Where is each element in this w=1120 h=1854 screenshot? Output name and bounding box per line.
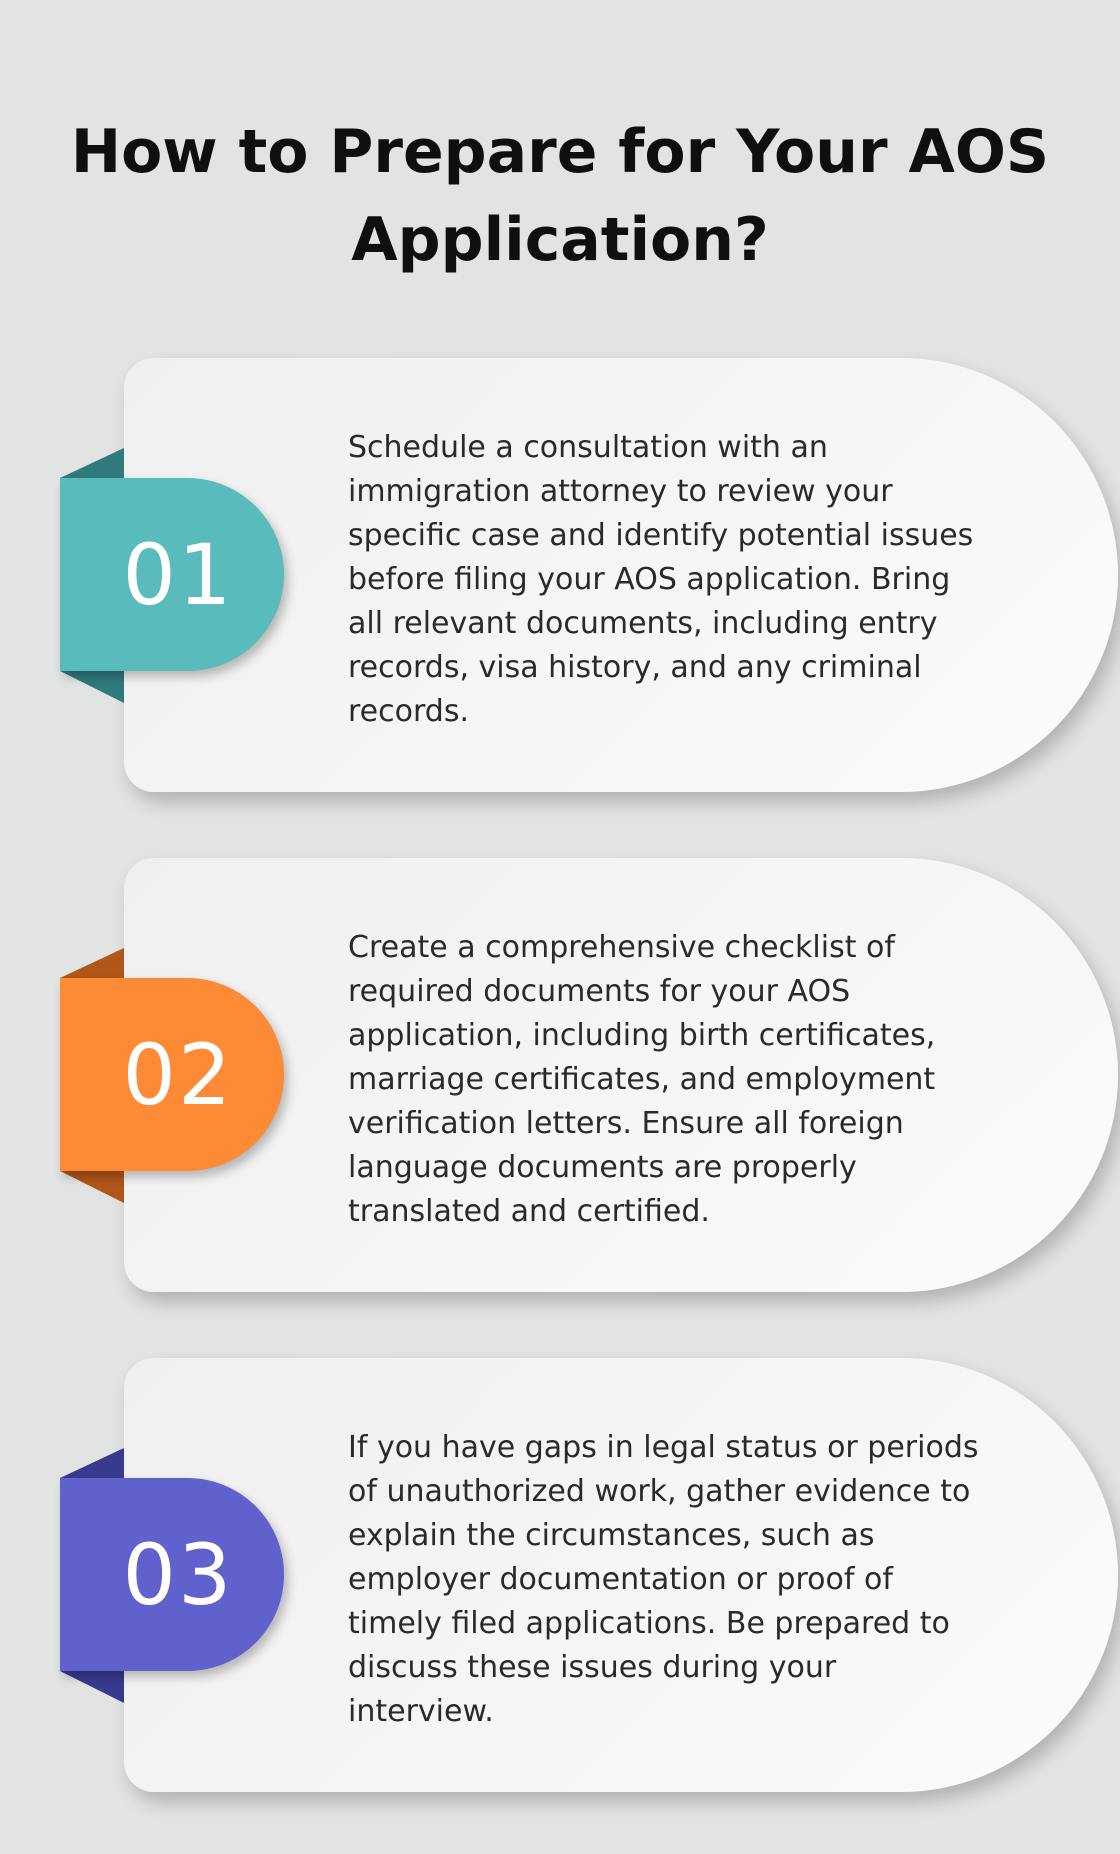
ribbon-fold-bottom bbox=[60, 1171, 124, 1203]
ribbon-fold-top bbox=[60, 1448, 124, 1478]
ribbon-fold-top bbox=[60, 448, 124, 478]
step-number-badge bbox=[60, 478, 284, 671]
step-number-badge bbox=[60, 1478, 284, 1671]
step-number: 01 bbox=[122, 525, 234, 624]
ribbon-fold-bottom bbox=[60, 1671, 124, 1703]
step-2 bbox=[60, 858, 1060, 1294]
step-1 bbox=[60, 358, 1060, 794]
step-description: Schedule a consultation with an immigration attorney to review your specific case and identify potential issues before filing your AOS application. Bring all relevant documents, including entry records, visa history, and any criminal records. bbox=[348, 430, 974, 729]
step-number: 02 bbox=[122, 1025, 234, 1124]
step-number: 03 bbox=[122, 1525, 234, 1624]
step-description: If you have gaps in legal status or periods of unauthorized work, gather evidence to explain the circumstances, such as employer documentation or proof of timely filed applications. Be prepared to discuss these issues during your interview. bbox=[348, 1430, 979, 1729]
step-number-badge bbox=[60, 978, 284, 1171]
ribbon-fold-top bbox=[60, 948, 124, 978]
page-title: How to Prepare for Your AOS Application? bbox=[70, 117, 1050, 275]
step-3 bbox=[60, 1358, 1060, 1794]
ribbon-fold-bottom bbox=[60, 671, 124, 703]
step-description: Create a comprehensive checklist of required documents for your AOS application, including birth certificates, marriage certificates, and employment verification letters. Ensure all foreign language documents are properly translated and certified. bbox=[348, 930, 936, 1229]
